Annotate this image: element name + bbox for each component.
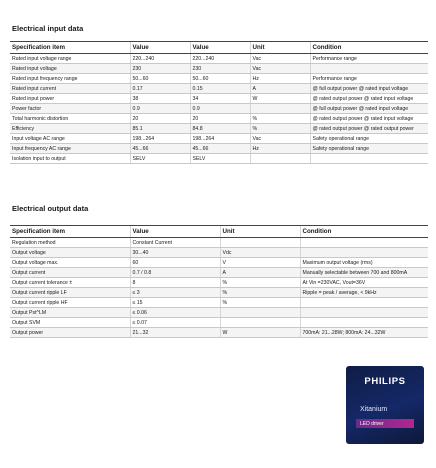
value-cell: 85.1 [130, 124, 190, 134]
condition-cell: Safety operational range [310, 134, 428, 144]
value-cell: 34 [190, 94, 250, 104]
unit-cell: Hz [250, 74, 310, 84]
table-row [10, 84, 428, 94]
table-row [10, 94, 428, 104]
product-subtitle: LED driver [360, 420, 384, 427]
table-row [10, 238, 428, 248]
header-value: Value [130, 42, 190, 54]
spec-item-cell: Efficiency [10, 124, 130, 134]
unit-cell: V [220, 258, 300, 268]
spec-item-cell: Output current [10, 268, 130, 278]
condition-cell: Ripple = peak / average, < 9kHz [300, 288, 428, 298]
header-spec-item: Specification item [10, 42, 130, 54]
unit-cell: Vac [250, 64, 310, 74]
led-driver-bar [356, 419, 414, 428]
output-spec-table [10, 225, 428, 338]
unit-cell: Vac [250, 54, 310, 64]
philips-xitanium-logo [346, 366, 424, 444]
unit-cell [250, 104, 310, 114]
value-cell: ≤ 3 [130, 288, 220, 298]
spec-item-cell: Input voltage AC range [10, 134, 130, 144]
spec-item-cell: Output Pst^LM [10, 308, 130, 318]
unit-cell: W [220, 328, 300, 338]
table-row [10, 154, 428, 164]
condition-cell: @ rated output power @ rated input voltage [310, 94, 428, 104]
condition-cell: Maximum output voltage (rms) [300, 258, 428, 268]
spec-item-cell: Input frequency AC range [10, 144, 130, 154]
value-cell: SELV [130, 154, 190, 164]
unit-cell: % [250, 124, 310, 134]
value-cell: ≤ 15 [130, 298, 220, 308]
value-cell: 50...60 [130, 74, 190, 84]
spec-item-cell: Output voltage max. [10, 258, 130, 268]
spec-item-cell: Isolation input to output [10, 154, 130, 164]
spec-item-cell: Rated input current [10, 84, 130, 94]
unit-cell: W [250, 94, 310, 104]
value-cell: 8 [130, 278, 220, 288]
table-row [10, 74, 428, 84]
value-cell: 20 [130, 114, 190, 124]
condition-cell [300, 308, 428, 318]
header-unit: Unit [250, 42, 310, 54]
header-condition: Condition [310, 42, 428, 54]
spec-item-cell: Output SVM [10, 318, 130, 328]
condition-cell [310, 64, 428, 74]
unit-cell: Vac [250, 134, 310, 144]
condition-cell: Performance range [310, 74, 428, 84]
value-cell: 20 [190, 114, 250, 124]
table-row [10, 298, 428, 308]
condition-cell [300, 318, 428, 328]
condition-cell [310, 154, 428, 164]
value-cell: 50...60 [190, 74, 250, 84]
condition-cell [300, 248, 428, 258]
unit-cell: A [220, 268, 300, 278]
value-cell: 220...240 [190, 54, 250, 64]
table-row [10, 278, 428, 288]
condition-cell: Performance range [310, 54, 428, 64]
unit-cell: % [220, 278, 300, 288]
table-row [10, 114, 428, 124]
value-cell: 21...32 [130, 328, 220, 338]
value-cell: 0.9 [190, 104, 250, 114]
condition-cell: At Vin =230VAC, Vout=36V [300, 278, 428, 288]
unit-cell: % [220, 288, 300, 298]
condition-cell: @ full output power @ rated input voltage [310, 84, 428, 94]
product-name: Xitanium [360, 406, 388, 413]
table-row [10, 308, 428, 318]
table-row [10, 288, 428, 298]
value-cell: 198...264 [190, 134, 250, 144]
spec-item-cell: Regulation method [10, 238, 130, 248]
table-row [10, 268, 428, 278]
spec-item-cell: Rated input voltage [10, 64, 130, 74]
spec-item-cell: Rated input voltage range [10, 54, 130, 64]
value-cell: ≤ 0.06 [130, 308, 220, 318]
unit-cell: A [250, 84, 310, 94]
value-cell: 0.9 [130, 104, 190, 114]
unit-cell: % [250, 114, 310, 124]
unit-cell [250, 154, 310, 164]
unit-cell: % [220, 298, 300, 308]
table-row [10, 258, 428, 268]
condition-cell: Manually selectable between 700 and 800mA [300, 268, 428, 278]
unit-cell [220, 308, 300, 318]
unit-cell: Vdc [220, 248, 300, 258]
table-row [10, 134, 428, 144]
spec-item-cell: Total harmonic distortion [10, 114, 130, 124]
header-value: Value [130, 226, 220, 238]
value-cell: ≤ 0.07 [130, 318, 220, 328]
value-cell: 230 [190, 64, 250, 74]
value-cell: 38 [130, 94, 190, 104]
value-cell: 198...264 [130, 134, 190, 144]
header-value: Value [190, 42, 250, 54]
value-cell: SELV [190, 154, 250, 164]
condition-cell [300, 238, 428, 248]
value-cell: 0.15 [190, 84, 250, 94]
spec-item-cell: Output current ripple LF [10, 288, 130, 298]
value-cell: 0.17 [130, 84, 190, 94]
spec-item-cell: Power factor [10, 104, 130, 114]
condition-cell: @ rated output power @ rated input voltage [310, 114, 428, 124]
unit-cell: Hz [250, 144, 310, 154]
brand-name: PHILIPS [364, 376, 406, 387]
table-row [10, 104, 428, 114]
spec-item-cell: Output current ripple HF [10, 298, 130, 308]
table-row [10, 64, 428, 74]
output-section-title: Electrical output data [12, 204, 89, 213]
spec-item-cell: Rated input power [10, 94, 130, 104]
condition-cell [300, 298, 428, 308]
header-spec-item: Specification item [10, 226, 130, 238]
unit-cell [220, 318, 300, 328]
condition-cell: Safety operational range [310, 144, 428, 154]
value-cell: Constant Current [130, 238, 220, 248]
value-cell: 45...66 [190, 144, 250, 154]
table-row [10, 248, 428, 258]
table-row [10, 318, 428, 328]
value-cell: 60 [130, 258, 220, 268]
header-unit: Unit [220, 226, 300, 238]
spec-item-cell: Output voltage [10, 248, 130, 258]
table-header-row [10, 42, 428, 54]
spec-item-cell: Output power [10, 328, 130, 338]
table-row [10, 144, 428, 154]
table-row [10, 54, 428, 64]
table-row [10, 328, 428, 338]
table-header-row [10, 226, 428, 238]
value-cell: 30...40 [130, 248, 220, 258]
input-spec-table [10, 41, 428, 164]
condition-cell: 700mA: 21...28W; 800mA: 24...32W [300, 328, 428, 338]
value-cell: 230 [130, 64, 190, 74]
spec-item-cell: Rated input frequency range [10, 74, 130, 84]
value-cell: 45...66 [130, 144, 190, 154]
table-row [10, 124, 428, 134]
header-condition: Condition [300, 226, 428, 238]
unit-cell [220, 238, 300, 248]
condition-cell: @ full output power @ rated input voltage [310, 104, 428, 114]
condition-cell: @ rated output power @ rated output power [310, 124, 428, 134]
spec-item-cell: Output current tolerance ± [10, 278, 130, 288]
value-cell: 220...240 [130, 54, 190, 64]
value-cell: 84.8 [190, 124, 250, 134]
value-cell: 0.7 / 0.8 [130, 268, 220, 278]
input-section-title: Electrical input data [12, 24, 84, 33]
